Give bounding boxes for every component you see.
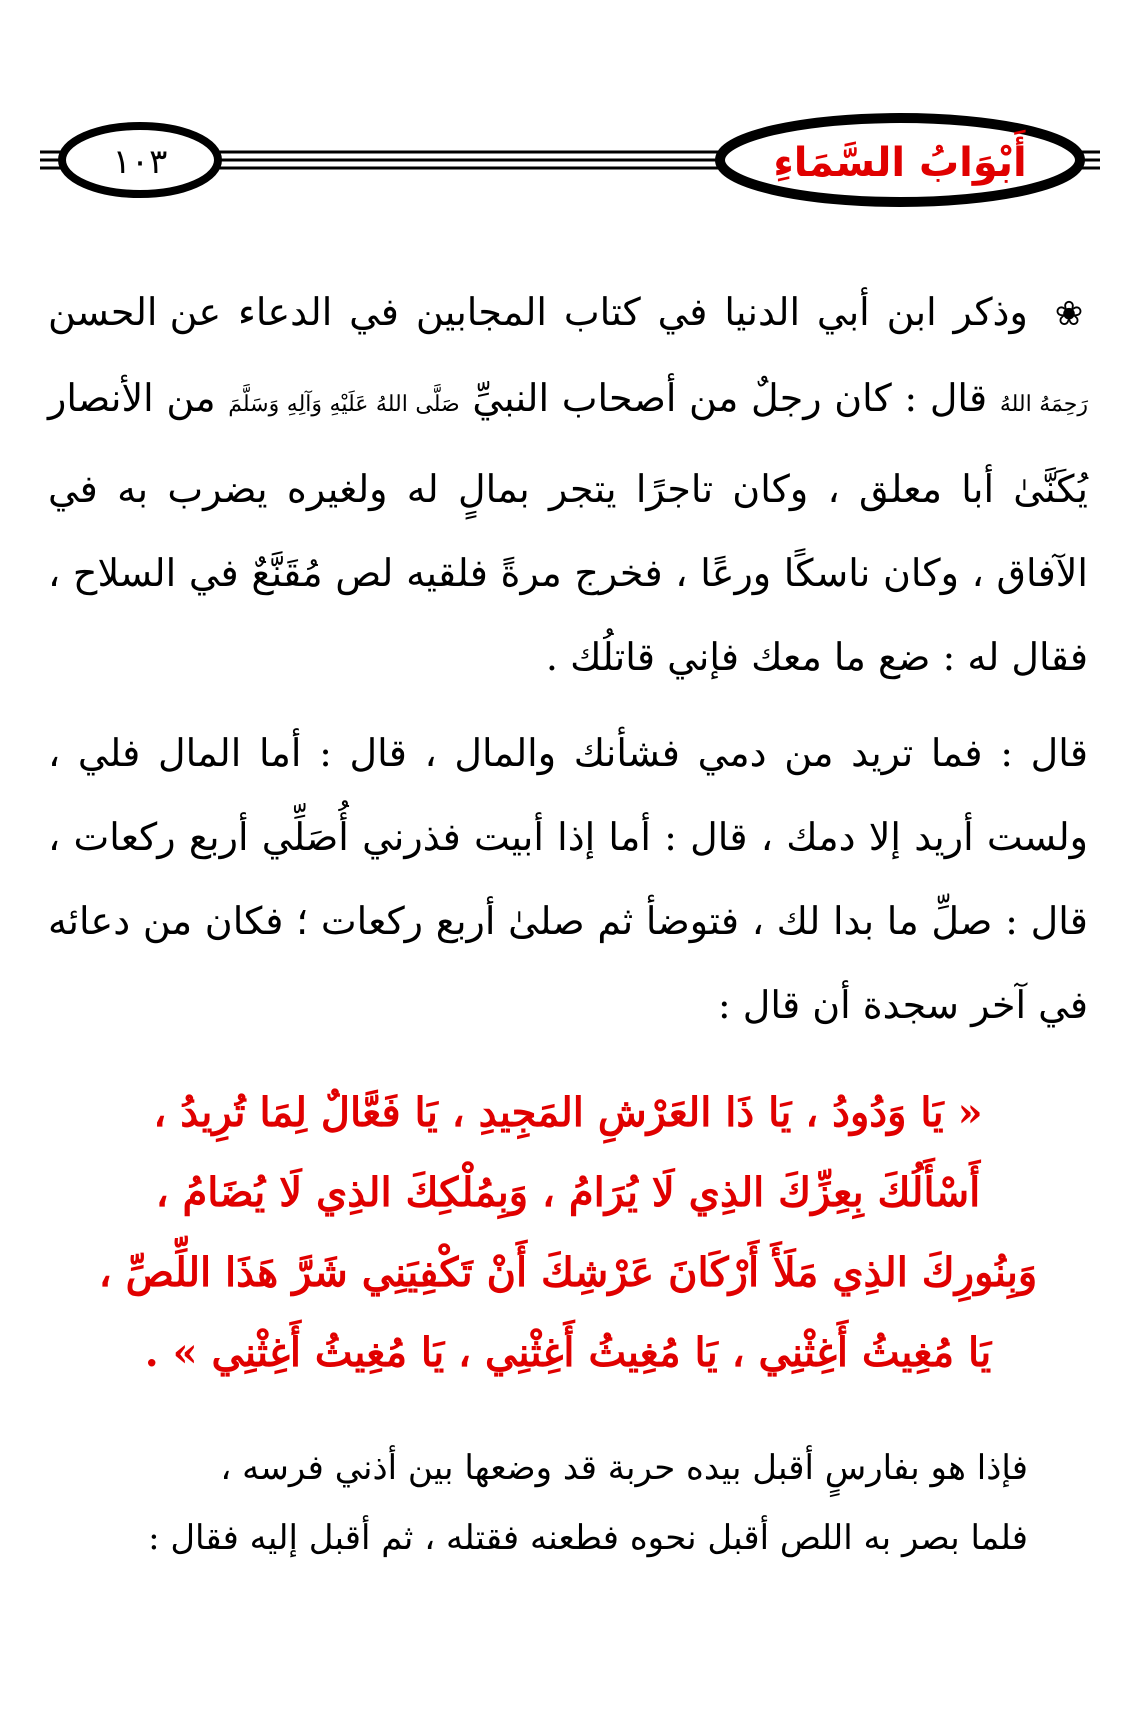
dua-line-2: أَسْأَلُكَ بِعِزِّكَ الذِي لَا يُرَامُ ، وَبِمُلْكِكَ الذِي لَا يُضَامُ ، [155,1169,981,1216]
dua-line-1: « يَا وَدُودُ ، يَا ذَا العَرْشِ المَجِيدِ ، يَا فَعَّالٌ لِمَا تُرِيدُ ، [153,1089,983,1136]
tail-line-1: فإذا هو بفارسٍ أقبل بيده حربة قد وضعها بين أذني فرسه ، [220,1448,1028,1488]
p2-line-3: أُصَلِّي أربع ركعات ، قال : صلِّ ما بدا لك ، فتوضأ ثم صلىٰ [48,815,1088,943]
book-title: أَبْوَابُ السَّمَاءِ [773,140,1027,186]
page-number: ١٠٣ [112,142,168,182]
p1-line-5: لص مُقَنَّعٌ في السلاح ، فقال له : ضع ما معك فإني قاتلُك . [48,551,1088,679]
dua-line-3: وَبِنُورِكَ الذِي مَلَأَ أَرْكَانَ عَرْشِكَ أَنْ تَكْفِيَنِي شَرَّ هَذَا اللِّصِّ ، [98,1249,1038,1296]
p1-line-4: يضرب به في الآفاق ، وكان ناسكًا ورعًا ، فخرج مرةً فلقيه [48,467,1088,595]
dua-line-4: يَا مُغِيثُ أَغِثْنِي ، يَا مُغِيثُ أَغِثْنِي ، يَا مُغِيثُ أَغِثْنِي » . [144,1329,992,1376]
p2-line-4: أربع ركعات ؛ فكان من دعائه في آخر سجدة أن قال : [48,899,1088,1027]
rahimahullah-honorific: رَحِمَهُ اللهُ [999,392,1089,417]
supplication-block [48,1073,1088,1393]
page-body [48,270,1088,1573]
p2-line-1: قال : فما تريد من دمي فشأنك والمال ، قال : أما المال [158,731,1089,775]
header-ornament [0,0,1132,240]
closing-paragraph [48,1433,1088,1573]
page-header [0,0,1132,240]
p1-line-2b: قال : كان رجلٌ من أصحاب النبيِّ [472,376,988,420]
salawat-honorific: صَلَّى اللهُ عَلَيْهِ وَآلِهِ وَسَلَّمَ [228,392,460,417]
p1-line-3: من الأنصار يُكَنَّىٰ أبا معلق ، وكان تاجرًا يتجر بمالٍ له ولغيره [48,376,1088,511]
p2-line-2: فلي ، ولست أريد إلا دمك ، قال : أما إذا أبيت فذرني [48,731,1089,859]
flower-ornament-icon: ❀ [1054,294,1088,334]
paragraph-1 [48,270,1088,699]
paragraph-2 [48,711,1088,1047]
p1-line-2a: عن الحسن [48,290,222,334]
tail-line-2: فلما بصر به اللص أقبل نحوه فطعنه فقتله ، ثم أقبل إليه فقال : [148,1518,1028,1558]
p1-line-1: وذكر ابن أبي الدنيا في كتاب المجابين في الدعاء [238,290,1028,334]
